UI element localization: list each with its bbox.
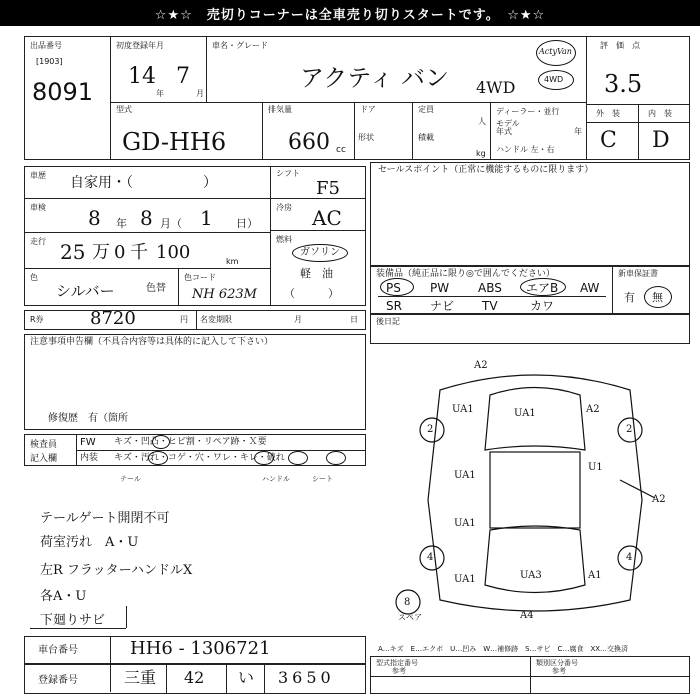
- map-label-ua1-b: UA1: [514, 408, 536, 419]
- map-label-spare-num: 8: [404, 597, 411, 608]
- first-reg-year: 14: [128, 64, 156, 89]
- note-seat: シート: [312, 475, 333, 483]
- model-label: 型式: [116, 105, 132, 114]
- equip-pw: PW: [430, 281, 450, 295]
- map-label-ua1-d: UA1: [454, 518, 476, 529]
- cert-ref: 参考: [392, 667, 406, 675]
- shift-label: シフト: [276, 169, 300, 178]
- mileage-label: 走行: [30, 237, 46, 246]
- shape-label: 形状: [358, 133, 374, 142]
- model-year-label: モデル 年式: [496, 119, 520, 136]
- inspection-label: 車検: [30, 203, 46, 212]
- interior-check-label: 内装: [80, 453, 99, 463]
- map-label-ua1-c: UA1: [454, 470, 476, 481]
- equip-abs: ABS: [478, 281, 502, 295]
- note-line-1: テールゲート開閉不可: [40, 511, 170, 526]
- displacement-label: 排気量: [268, 105, 292, 114]
- inspection-day: 1: [200, 206, 213, 230]
- map-label-u1: U1: [588, 462, 603, 473]
- map-label-a2-top: A2: [474, 360, 488, 371]
- shift-value: F5: [316, 178, 340, 199]
- map-label-spare: スペア: [398, 613, 422, 622]
- fuel-diesel: 軽 油: [300, 267, 333, 280]
- model-value: GD-HH6: [122, 128, 227, 156]
- mileage-rest: 100: [156, 242, 191, 263]
- car-windshield: [485, 526, 585, 593]
- map-label-ua3: UA3: [520, 570, 542, 581]
- fw-label: FW: [80, 437, 96, 448]
- note-line-3: 左R フラッターハンドルX: [40, 563, 193, 578]
- equip-ps: PS: [386, 281, 401, 295]
- registration-kana: い: [238, 668, 255, 687]
- map-label-2-left: 2: [427, 424, 434, 435]
- use-label: 車歴: [30, 171, 46, 180]
- guarantee-no: 無: [652, 291, 663, 304]
- note-line-5: 下廻りサビ: [40, 613, 106, 628]
- map-label-a1: A1: [588, 570, 602, 581]
- ac-value: AC: [312, 206, 342, 230]
- car-cabin: [490, 452, 580, 528]
- door-label: ドア: [360, 105, 376, 114]
- drive-type: 4WD: [476, 78, 516, 97]
- fuel-paren: （ ）: [284, 287, 339, 300]
- map-label-4-right: 4: [626, 552, 633, 563]
- map-label-a2-side: A2: [652, 494, 666, 505]
- interior-items: キズ・汚れ・コゲ・穴・ワレ・キレ・破れ: [114, 453, 285, 463]
- inspection-year: 8: [88, 206, 101, 230]
- mileage-sen: 0: [114, 242, 126, 263]
- registration-label: 登録番号: [38, 675, 78, 686]
- map-label-a2-right: A2: [586, 404, 600, 415]
- sales-point-box: [370, 162, 690, 266]
- recycle-label: R券: [30, 315, 44, 324]
- car-diagram: [380, 350, 690, 640]
- color-label: 色: [30, 273, 38, 282]
- after-box: [370, 314, 690, 344]
- category-ref: 参考: [552, 667, 566, 675]
- registration-number: 3650: [278, 668, 335, 687]
- badge-4wd: 4WD: [544, 75, 564, 84]
- map-label-ua1-e: UA1: [454, 574, 476, 585]
- map-label-a4: A4: [520, 610, 534, 621]
- color-code: NH 623M: [192, 287, 257, 302]
- mileage-man: 25: [60, 240, 86, 264]
- inspection-month: 8: [140, 206, 153, 230]
- map-label-ua1-a: UA1: [452, 404, 474, 415]
- equip-navi: ナビ: [430, 299, 455, 313]
- chassis-value: HH6 - 1306721: [130, 638, 271, 659]
- first-reg-month: 7: [176, 64, 190, 89]
- chassis-label: 車台番号: [38, 645, 78, 656]
- inspector-label: 検査員 記入欄: [30, 440, 58, 465]
- banner: ☆★☆ 売切りコーナーは全車売り切りスタートです。 ☆★☆: [0, 0, 700, 26]
- equipment-label: 装備品（純正品に限り◎で囲んでください）: [376, 269, 555, 279]
- repair-label: 修復歴 有（箇所: [48, 413, 128, 424]
- use-value: 自家用・（ ）: [70, 175, 217, 191]
- note-tail: テール: [120, 475, 141, 483]
- cert-label: 型式指定番号: [376, 659, 418, 667]
- first-reg-label: 初度登録年月: [116, 41, 164, 50]
- registration-region: 三重: [124, 668, 157, 687]
- fuel-gas: ガソリン: [300, 247, 340, 258]
- guarantee-yes: 有: [624, 291, 635, 304]
- color-value: シルバー: [56, 282, 115, 300]
- eval-label: 評 価 点: [600, 41, 640, 50]
- owner-period-label: 名変期限: [200, 315, 232, 324]
- fw-items: キズ・凹凸・ヒビ割・リペア跡・Ｘ要: [114, 437, 267, 447]
- map-label-2-right: 2: [626, 424, 633, 435]
- after-label: 後日記: [376, 317, 400, 326]
- lot-sub: [1903]: [36, 57, 63, 66]
- guarantee-label: 新車保証書: [618, 269, 658, 278]
- recycle-value: 8720: [90, 308, 136, 329]
- eval-score: 3.5: [604, 70, 643, 98]
- lot-number: 8091: [32, 78, 94, 106]
- dealer-label: ディーラー・並行: [496, 107, 560, 116]
- car-name-label: 車名・グレード: [212, 41, 268, 50]
- car-name: アクティ バン: [300, 64, 449, 92]
- equip-tv: TV: [482, 299, 498, 313]
- sales-point-label: セールスポイント（正常に機能するものに限ります）: [378, 165, 594, 175]
- map-label-4-left: 4: [427, 552, 434, 563]
- ac-label: 冷房: [276, 203, 292, 212]
- color-change-label: 色替: [146, 283, 166, 294]
- color-code-label: 色コード: [184, 273, 216, 282]
- equip-airbag: エアB: [526, 281, 559, 295]
- displacement-value: 660: [288, 130, 330, 155]
- registration-class: 42: [184, 668, 205, 687]
- capacity-label: 定員: [418, 105, 434, 114]
- interior-grade: D: [652, 128, 670, 153]
- category-label: 類別区分番号: [536, 659, 578, 667]
- recycle-box: [24, 310, 366, 330]
- exterior-grade: C: [600, 128, 617, 153]
- fuel-label: 燃料: [276, 235, 292, 244]
- payload-label: 積載: [418, 133, 434, 142]
- note-handle: ハンドル: [262, 475, 290, 483]
- equip-aw: AW: [580, 281, 600, 295]
- interior-label: 内 装: [648, 109, 672, 118]
- note-line-2: 荷室汚れ A・U: [40, 535, 139, 550]
- handle-label: ハンドル 左・右: [496, 145, 555, 154]
- exterior-label: 外 装: [596, 109, 620, 118]
- equip-leather: カワ: [530, 299, 555, 313]
- lot-label: 出品番号: [30, 41, 62, 50]
- equip-sr: SR: [386, 299, 402, 313]
- note-line-4: 各A・U: [40, 589, 87, 604]
- notice-label: 注意事項申告欄（不具合内容等は具体的に記入して下さい）: [30, 337, 274, 347]
- map-legend: A…キズ E…エクボ U…凹み W…補修跡 S…サビ C…腐食 XX…交換済: [378, 645, 629, 653]
